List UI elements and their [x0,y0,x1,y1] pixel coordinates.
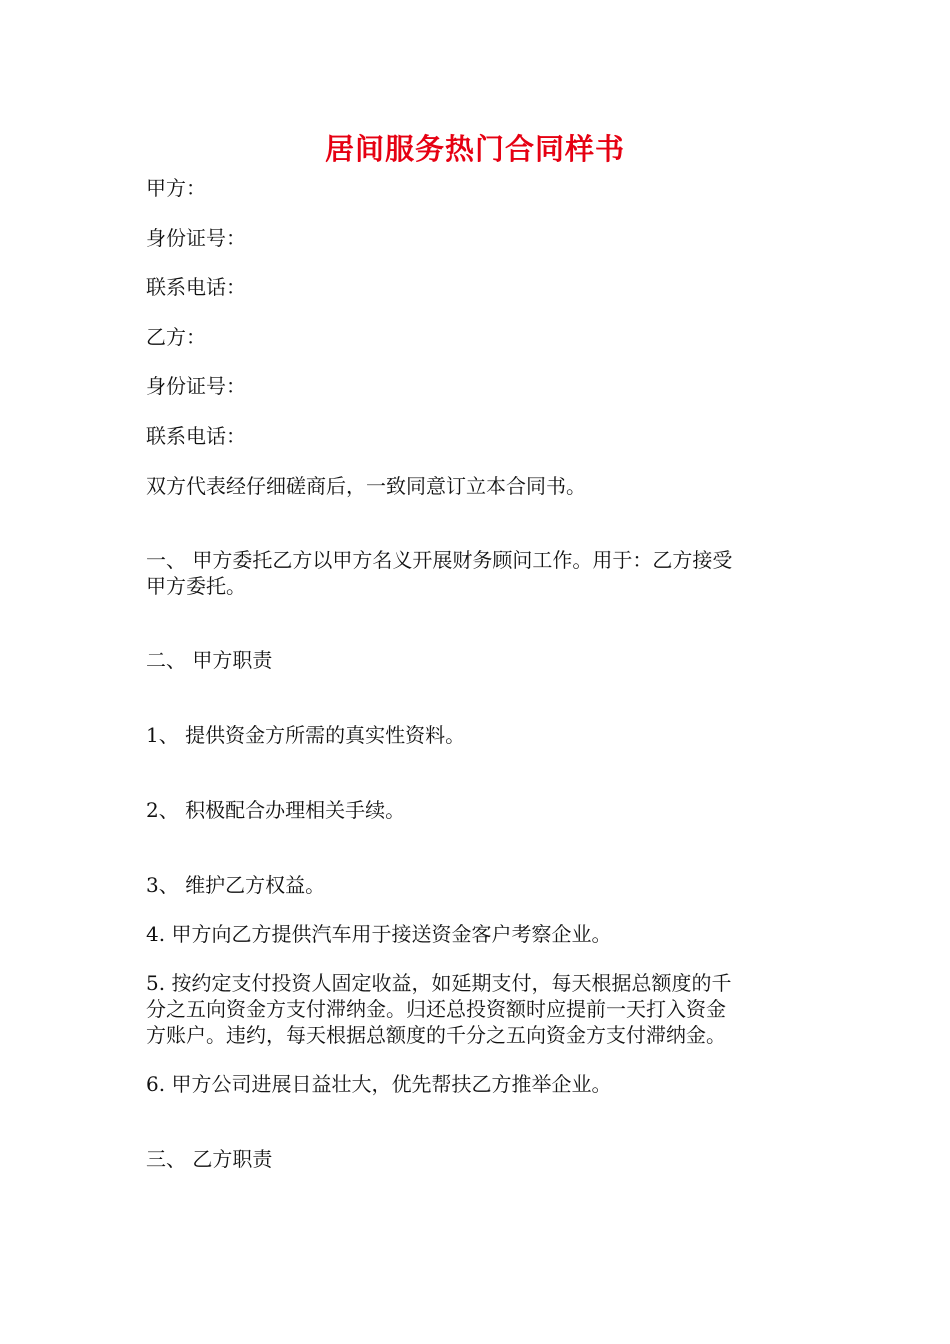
list-item-2: 2、 积极配合办理相关手续。 [146,798,406,822]
list-item-4: 4. 甲方向乙方提供汽车用于接送资金客户考察企业。 [146,922,612,946]
section-3-heading: 三、 乙方职责 [146,1147,273,1171]
list-item-6: 6. 甲方公司进展日益壮大，优先帮扶乙方推举企业。 [146,1072,612,1096]
section-1-line-2: 甲方委托。 [146,574,246,598]
list-item-1: 1、 提供资金方所需的真实性资料。 [146,723,466,747]
list-item-5-line-3: 方账户。违约，每天根据总额度的千分之五向资金方支付滞纳金。 [146,1023,726,1047]
list-item-5-line-1: 5. 按约定支付投资人固定收益，如延期支付，每天根据总额度的千 [146,971,732,995]
party-a-id-label: 身份证号： [146,226,246,250]
section-2-heading: 二、 甲方职责 [146,648,273,672]
party-a-label: 甲方： [146,176,206,200]
section-1-paragraph [146,547,826,599]
section-1-line-1: 一、 甲方委托乙方以甲方名义开展财务顾问工作。用于：乙方接受 [146,548,733,572]
party-b-phone-label: 联系电话： [146,424,246,448]
list-item-3: 3、 维护乙方权益。 [146,873,326,897]
party-b-label: 乙方： [146,325,206,349]
list-item-5-line-2: 分之五向资金方支付滞纳金。归还总投资额时应提前一天打入资金 [146,997,726,1021]
party-b-id-label: 身份证号： [146,374,246,398]
party-a-phone-label: 联系电话： [146,275,246,299]
document-title: 居间服务热门合同样书 [324,132,625,166]
intro-paragraph: 双方代表经仔细磋商后，一致同意订立本合同书。 [146,474,586,498]
list-item-5 [146,970,826,1048]
